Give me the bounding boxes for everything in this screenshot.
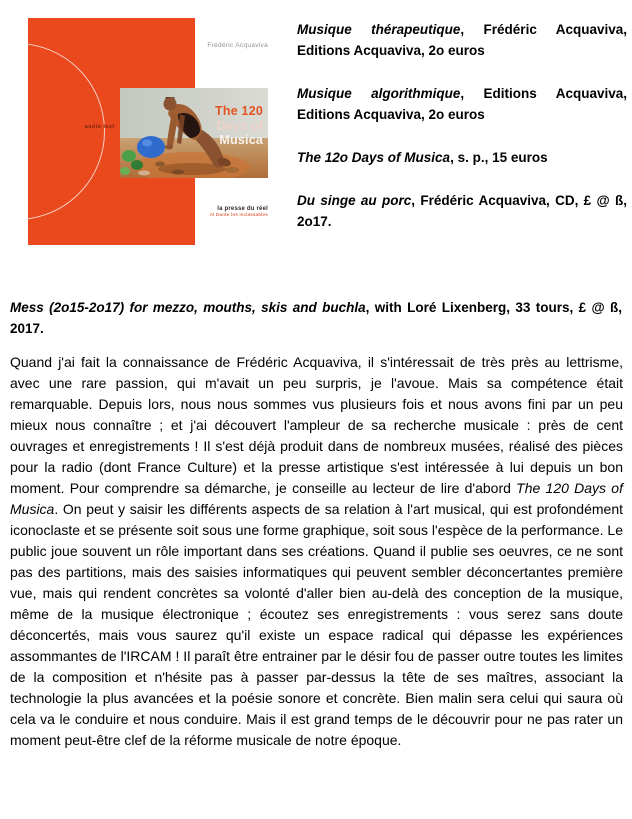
book-cover-small bbox=[120, 88, 268, 178]
publisher-imprint: Al Dante les inclassables bbox=[209, 212, 268, 218]
small-cover-title-line3: Musica bbox=[219, 133, 263, 147]
bibliography-entry-120-days: The 12o Days of Musica, s. p., 15 euros bbox=[297, 150, 548, 165]
small-cover-title-line1: The 120 bbox=[215, 104, 263, 118]
publisher-logo: la presse du réel bbox=[217, 206, 268, 212]
review-paragraph: Quand j'ai fait la connaissance de Frédéric Acquaviva, il s'intéressait de très près au lettrisme, avec une rare passion, qui m'avait un peu surpris, je l'avoue. Mais sa compétence était remarquable. Depuis lors, nous nous sommes vus plusieurs fois et nous avons fini par un peu mieux nous connaître ; et j'ai découvert l'ampleur de sa recherche musicale : près de cent ouvrages et enregistrements ! Il s'est déjà produit dans de nombreux musées, réalisé des pièces pour la radio (dont France Culture) et la presse artistique s'est intéressée à lui depuis un bon moment. Pour comprendre sa démarche, je conseille au lecteur de lire d'abord The 120 Days of Musica. On peut y saisir les différents aspects de sa relation à l'art musical, qui est profondément iconoclaste et se présente soit sous une forme graphique, soit sous l'espèce de la performance. Le public joue souvent un rôle important dans ses créations. Quand il publie ses oeuvres, ce ne sont pas des partitions, mais des saisies informatiques qui peuvent sembler déconcertantes première vue, mais qui rendent concrètes sa volonté d'aller bien au-delà des conception de la musique, même de la musique électronique ; écoutez ses enregistrements : vous serez sans doute déconcertés, mais vous saurez qu'il existe un espace radical qui dépasse les expériences assommantes de l'IRCAM ! Il paraît être entrainer par le désir fou de passer outre toutes les limites de la composition et n'hésite pas à passer par-dessus la tête de ses maîtres, associant la technologie la plus avancées et la poésie sonore et concrète. Bien malin sera celui qui saura où cela va le conduire et nous conduire. Mais il est grand temps de le découvrir pour ne pas rater un moment peut-être clef de la réforme musicale de notre époque. bbox=[10, 354, 623, 748]
bibliography-entry-musique-therapeutique: Musique thérapeutique, Frédéric Acquaviva, Editions Acquaviva, 2o euros bbox=[297, 22, 627, 58]
audio-text-label: audio text bbox=[85, 124, 115, 130]
small-cover-title bbox=[215, 104, 263, 148]
circle-motif bbox=[28, 43, 105, 220]
bibliography-entry-musique-algorithmique: Musique algorithmique, Editions Acquaviva, Editions Acquaviva, 2o euros bbox=[297, 86, 627, 122]
small-cover-title-line2: Days of bbox=[216, 118, 263, 133]
cover-author-name: Frédéric Acquaviva bbox=[207, 42, 268, 49]
bibliography bbox=[297, 19, 627, 254]
publisher-block bbox=[210, 206, 268, 218]
mess-credit: Mess (2o15-2o17) for mezzo, mouths, skis and buchla, with Loré Lixenberg, 33 tours, £ @ ß, 2017. bbox=[10, 300, 622, 336]
bibliography-entry-du-singe-au-porc: Du singe au porc, Frédéric Acquaviva, CD, £ @ ß, 2o17. bbox=[297, 193, 627, 229]
